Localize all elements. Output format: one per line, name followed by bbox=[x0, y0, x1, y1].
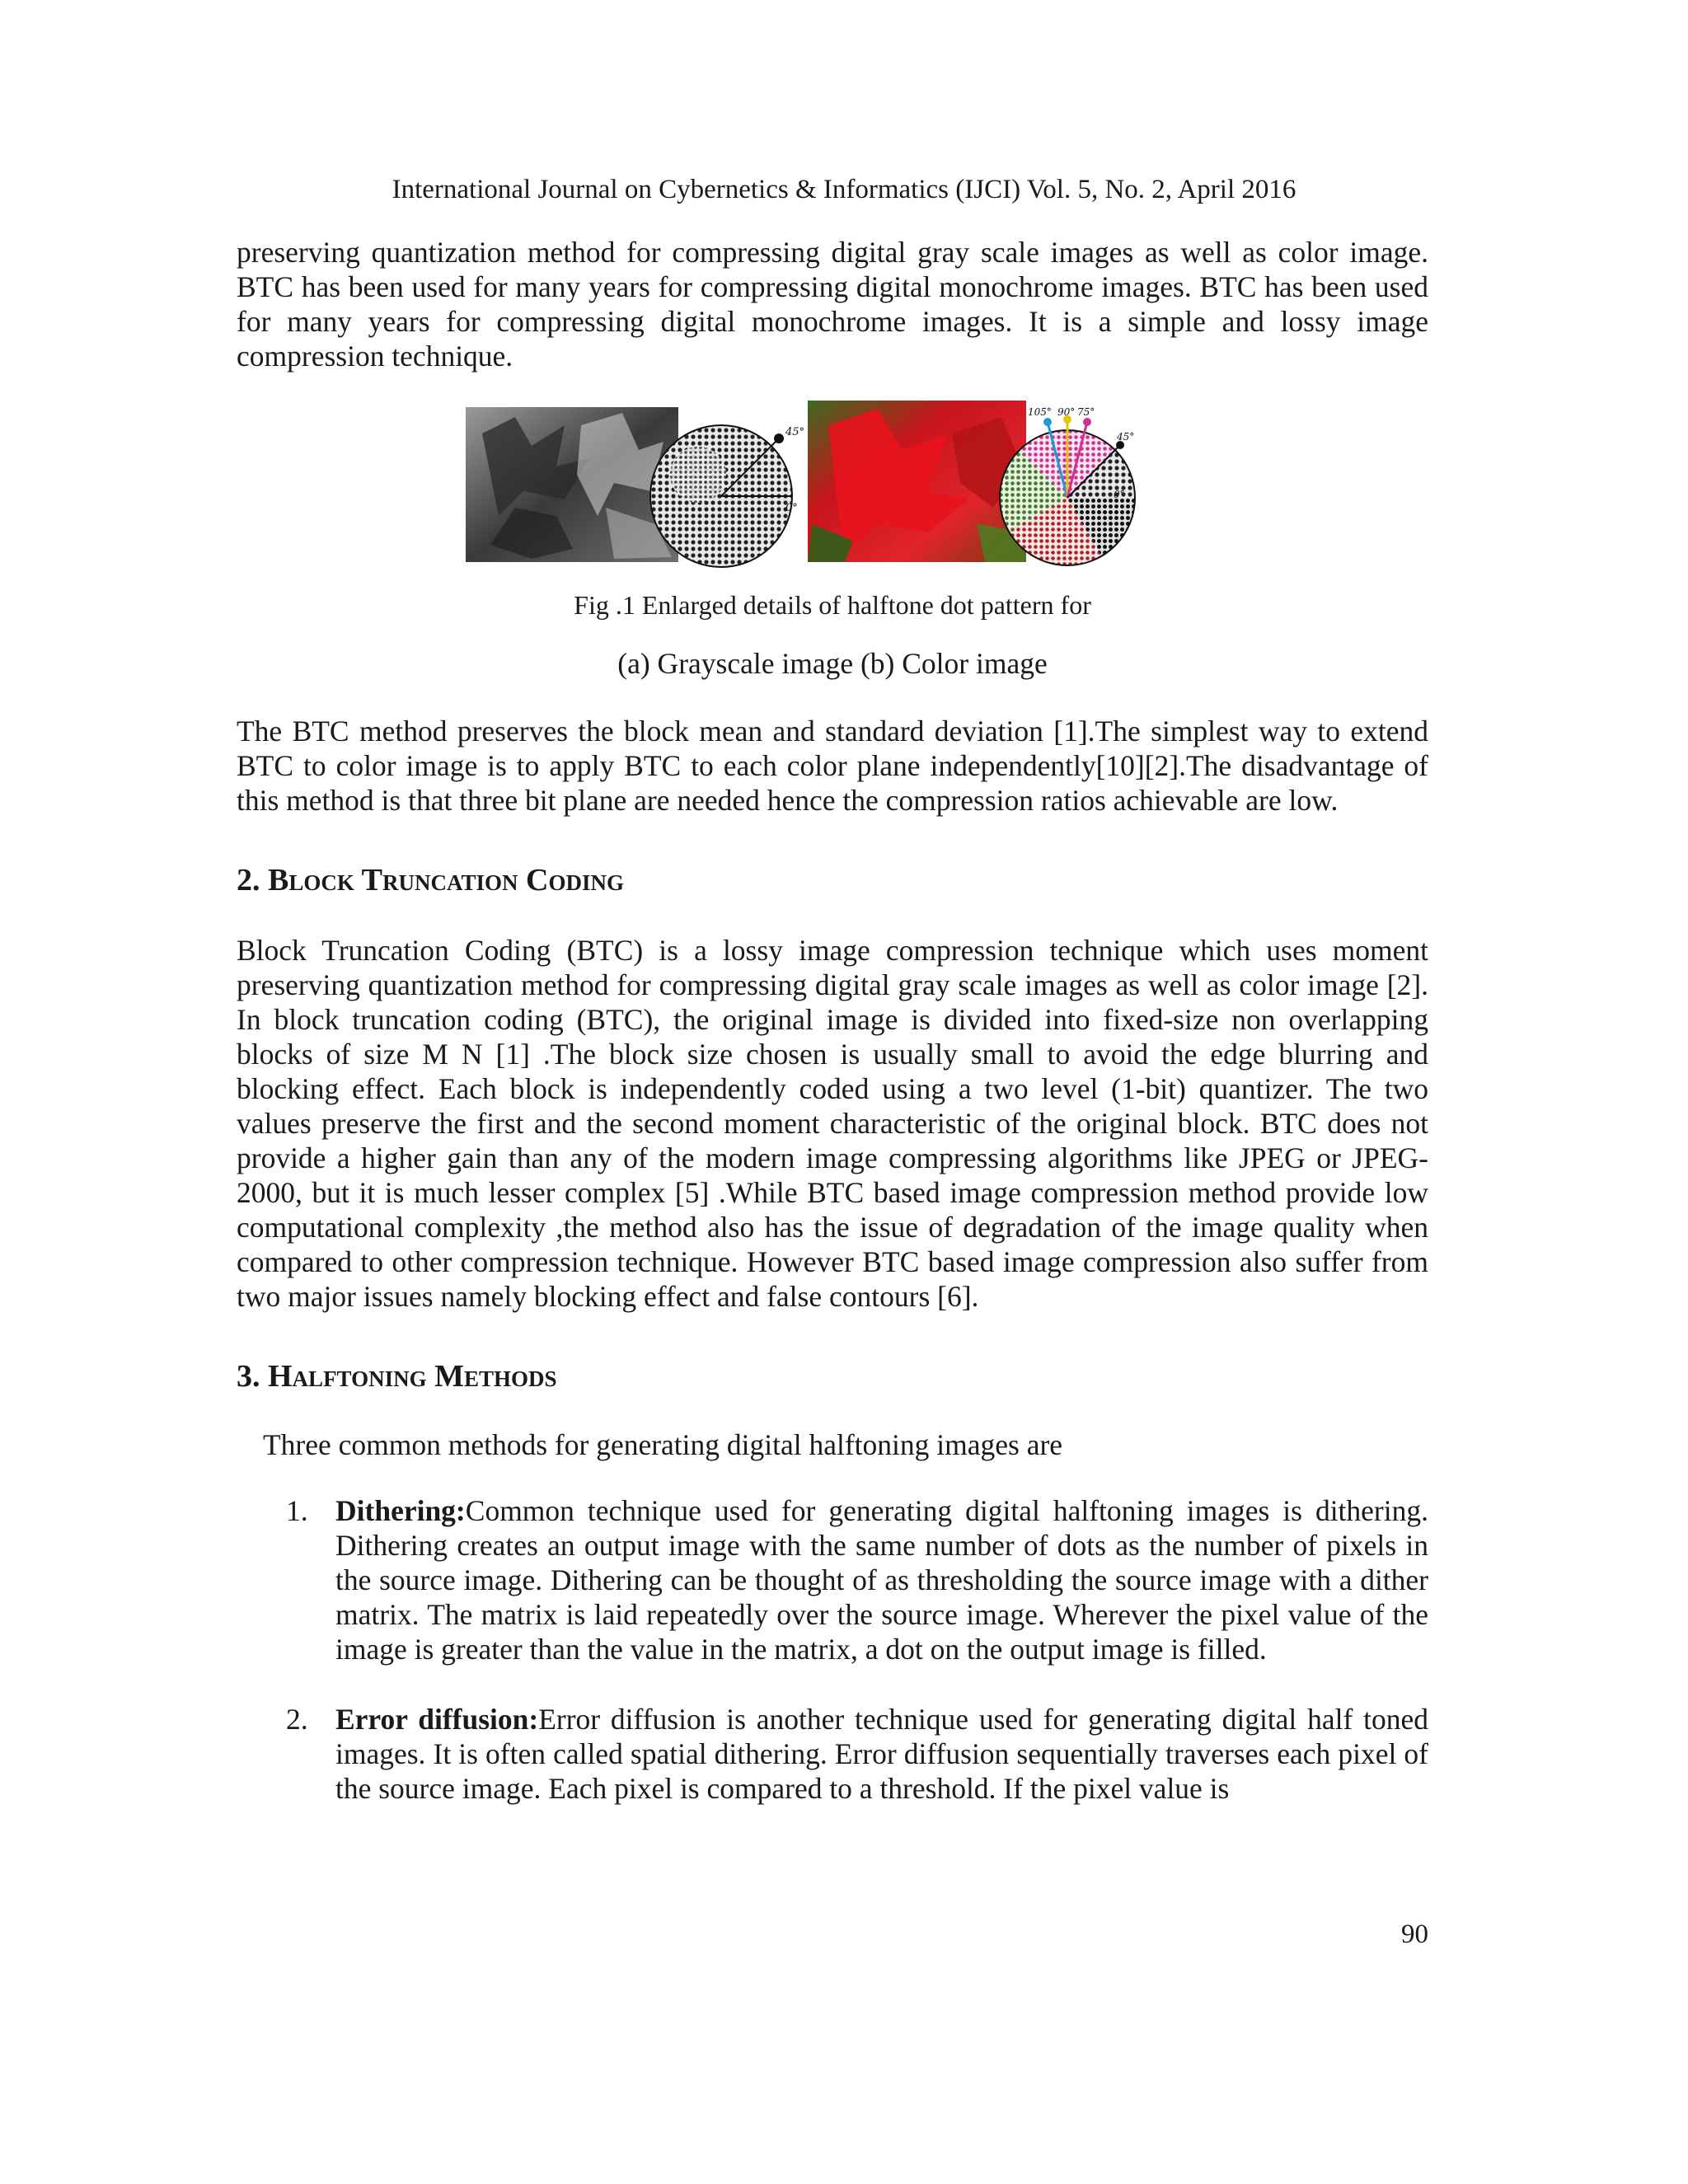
angle-label-105: 105° bbox=[1028, 406, 1052, 418]
halftoning-methods-list bbox=[237, 1493, 1428, 1806]
running-header: International Journal on Cybernetics & Informatics (IJCI) Vol. 5, No. 2, April 2016 bbox=[392, 175, 1296, 204]
page-body bbox=[237, 235, 1428, 1841]
color-halftone-panel bbox=[808, 401, 1135, 565]
halftone-figure bbox=[466, 401, 1135, 565]
section-3-heading: 3. Halftoning Methods bbox=[237, 1359, 557, 1394]
error-diffusion-description: Error diffusion is another technique used for generating digital half toned images. It is often called spatial dithering. Error diffusion sequentially traverses each pixel of the source image. Each pixel is compared to a threshold. If the pixel value is bbox=[335, 1703, 1428, 1805]
angle-label-0-gray: 0° bbox=[785, 502, 798, 514]
page-number: 90 bbox=[1401, 1919, 1428, 1949]
figure-caption-line-1: Fig .1 Enlarged details of halftone dot pattern for bbox=[574, 590, 1091, 620]
term-dithering: Dithering: bbox=[335, 1494, 466, 1527]
btc-method-paragraph: The BTC method preserves the block mean and standard deviation [1].The simplest way to extend BTC to color image is to apply BTC to each color plane independently[10][2].The disadvantage of this method is that three bit plane are needed hence the compression ratios achievable are low. bbox=[237, 715, 1428, 817]
angle-label-75: 75° bbox=[1077, 406, 1095, 418]
angle-label-45-gray: 45° bbox=[785, 426, 805, 438]
figure-caption-line-2: (a) Grayscale image (b) Color image bbox=[617, 647, 1048, 680]
section-3-intro: Three common methods for generating digital halftoning images are bbox=[263, 1428, 1063, 1461]
angle-label-90: 90° bbox=[1057, 406, 1076, 418]
list-item-error-diffusion bbox=[237, 1702, 1428, 1806]
angle-label-0-color: 0° bbox=[1114, 489, 1125, 500]
list-item-dithering bbox=[237, 1493, 1428, 1666]
section-2-heading: 2. Block Truncation Coding bbox=[237, 863, 624, 898]
figure-1 bbox=[237, 401, 1428, 565]
list-number: 2. bbox=[286, 1703, 308, 1736]
list-item-text bbox=[335, 1493, 1428, 1666]
term-error-diffusion: Error diffusion: bbox=[335, 1703, 539, 1736]
grayscale-halftone-panel bbox=[466, 407, 804, 567]
section-2-paragraph: Block Truncation Coding (BTC) is a lossy image compression technique which uses moment preserving quantization method for compressing digital gray scale images as well as color image [2]. In block truncation coding (BTC), the original image is divided into fixed-size non overlapping blocks of size M N [1] .The block size chosen is usually small to avoid the edge blurring and blocking effect. Each block is independently coded using a two level (1-bit) quantizer. The two values preserve the first and the second moment characteristic of the original block. BTC does not provide a higher gain than any of the modern image compressing algorithms like JPEG or JPEG-2000, but it is much lesser complex [5] .While BTC based image compression method provide low computational complexity ,the method also has the issue of degradation of the image quality when compared to other compression technique. However BTC based image compression also suffer from two major issues namely blocking effect and false contours [6]. bbox=[237, 934, 1428, 1313]
dithering-description: Common technique used for generating digital halftoning images is dithering. Dithering creates an output image with the same number of dots as the number of pixels in the source image. Dithering can be thought of as thresholding the source image with a dither matrix. The matrix is laid repeatedly over the source image. Wherever the pixel value of the image is greater than the value in the matrix, a dot on the output image is filled. bbox=[335, 1494, 1428, 1666]
angle-label-45-color: 45° bbox=[1117, 431, 1135, 443]
list-item-text bbox=[335, 1702, 1428, 1806]
list-number: 1. bbox=[286, 1494, 308, 1527]
intro-paragraph: preserving quantization method for compressing digital gray scale images as well as color image. BTC has been used for many years for compressing digital monochrome images. BTC has been used for many years for compressing digital monochrome images. It is a simple and lossy image compression technique. bbox=[237, 236, 1428, 373]
